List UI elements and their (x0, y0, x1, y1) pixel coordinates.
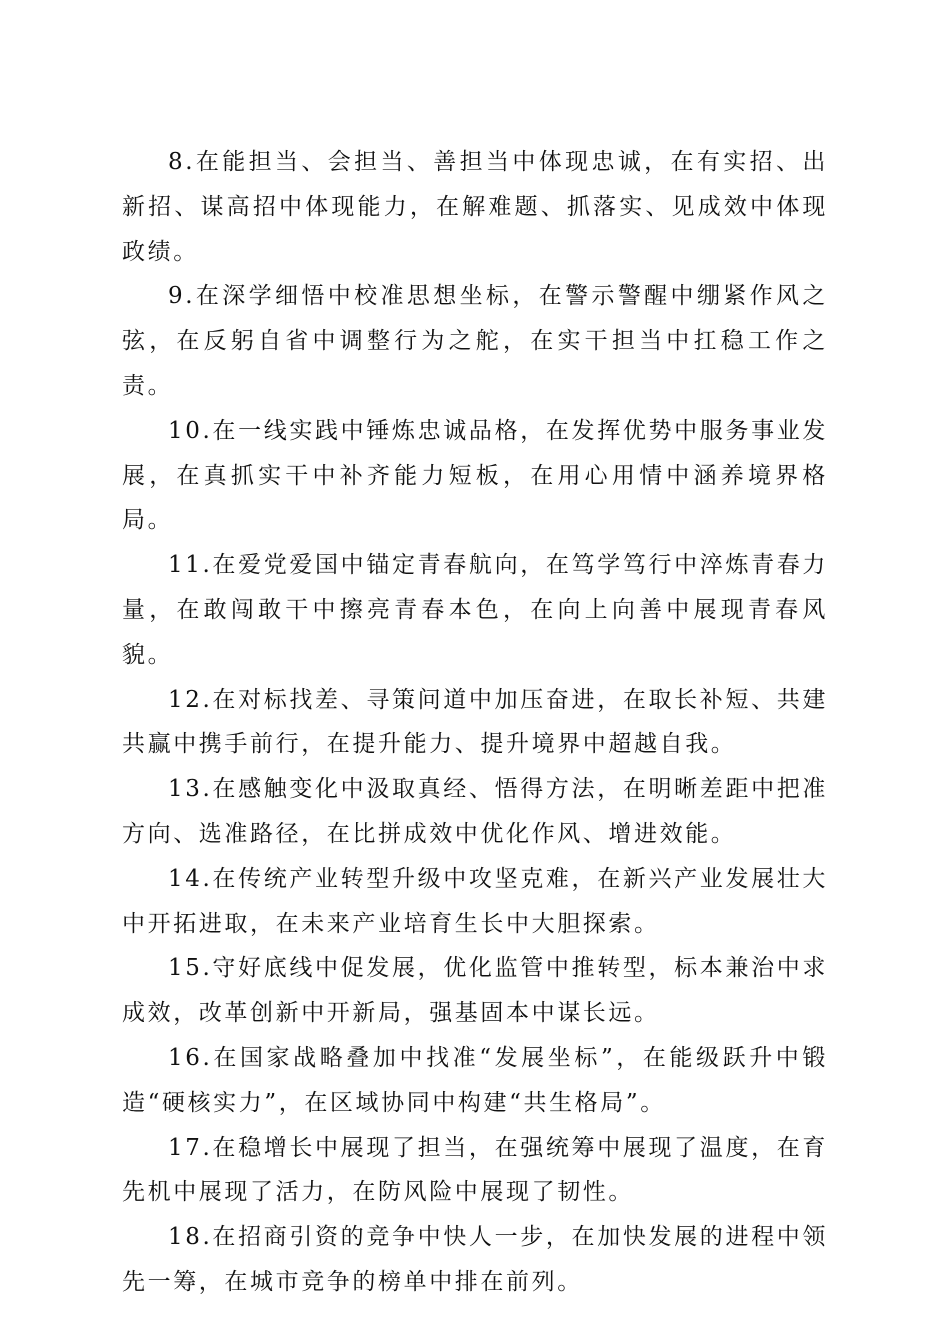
paragraph-12: 12.在对标找差、寻策问道中加压奋进，在取长补短、共建共赢中携手前行，在提升能力、提升境界中超越自我。 (122, 686, 828, 758)
paragraph-14: 14.在传统产业转型升级中攻坚克难，在新兴产业发展壮大中开拓进取，在未来产业培育生长中大胆探索。 (122, 865, 828, 937)
paragraph-11: 11.在爱党爱国中锚定青春航向，在笃学笃行中淬炼青春力量，在敢闯敢干中擦亮青春本色，在向上向善中展现青春风貌。 (122, 552, 828, 668)
paragraph-15: 15.守好底线中促发展，优化监管中推转型，标本兼治中求成效，改革创新中开新局，强基固本中谋长远。 (122, 955, 828, 1027)
paragraph-9: 9.在深学细悟中校准思想坐标，在警示警醒中绷紧作风之弦，在反躬自省中调整行为之舵，在实干担当中扛稳工作之责。 (122, 283, 828, 399)
paragraph-8: 8.在能担当、会担当、善担当中体现忠诚，在有实招、出新招、谋高招中体现能力，在解难题、抓落实、见成效中体现政绩。 (122, 149, 828, 265)
paragraph-16: 16.在国家战略叠加中找准“发展坐标”，在能级跃升中锻造“硬核实力”，在区域协同中构建“共生格局”。 (122, 1044, 828, 1116)
paragraph-17: 17.在稳增长中展现了担当，在强统筹中展现了温度，在育先机中展现了活力，在防风险中展现了韧性。 (122, 1134, 828, 1206)
paragraph-18: 18.在招商引资的竞争中快人一步，在加快发展的进程中领先一筹，在城市竞争的榜单中排在前列。 (122, 1224, 828, 1295)
document-body (122, 140, 828, 1305)
paragraph-13: 13.在感触变化中汲取真经、悟得方法，在明晰差距中把准方向、选准路径，在比拼成效中优化作风、增进效能。 (122, 776, 828, 847)
paragraph-10: 10.在一线实践中锤炼忠诚品格，在发挥优势中服务事业发展，在真抓实干中补齐能力短板，在用心用情中涵养境界格局。 (122, 417, 828, 534)
